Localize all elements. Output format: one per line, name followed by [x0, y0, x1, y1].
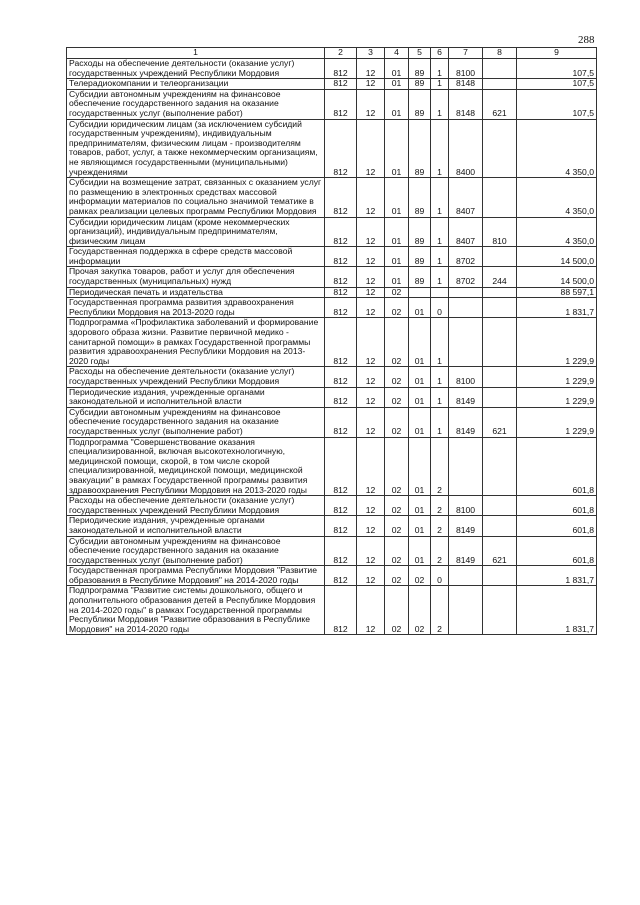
code-section: 12 — [357, 318, 385, 367]
code-expense-type — [483, 59, 517, 79]
code-admin: 812 — [325, 318, 357, 367]
amount: 4 350,0 — [517, 119, 597, 178]
code-subprogram: 1 — [431, 178, 449, 217]
code-subsection: 01 — [385, 267, 409, 287]
column-header: 5 — [409, 48, 431, 59]
code-program: 89 — [409, 89, 431, 119]
row-name: Субсидии автономным учреждениям на финансовое обеспечение государственного задания на оказание государственных услуг (выполнение работ) — [67, 89, 325, 119]
code-expense-type — [483, 178, 517, 217]
row-name: Субсидии юридическим лицам (кроме некоммерческих организаций), индивидуальным предпринимателям, физическим лицам — [67, 217, 325, 247]
code-article: 8407 — [449, 178, 483, 217]
code-subprogram: 1 — [431, 407, 449, 437]
code-admin: 812 — [325, 387, 357, 407]
row-name: Государственная поддержка в сфере средств массовой информации — [67, 247, 325, 267]
amount: 14 500,0 — [517, 267, 597, 287]
code-program: 02 — [409, 586, 431, 635]
code-admin: 812 — [325, 367, 357, 387]
code-program: 01 — [409, 496, 431, 516]
code-subsection: 02 — [385, 516, 409, 536]
code-program: 89 — [409, 178, 431, 217]
code-expense-type — [483, 298, 517, 318]
code-program — [409, 287, 431, 298]
amount: 4 350,0 — [517, 217, 597, 247]
code-expense-type — [483, 437, 517, 496]
code-subsection: 02 — [385, 407, 409, 437]
code-expense-type — [483, 496, 517, 516]
code-article: 8149 — [449, 536, 483, 566]
budget-table — [66, 47, 597, 635]
amount: 88 597,1 — [517, 287, 597, 298]
code-program: 01 — [409, 298, 431, 318]
row-name: Государственная программа развития здравоохранения Республики Мордовия на 2013-2020 годы — [67, 298, 325, 318]
code-admin: 812 — [325, 178, 357, 217]
code-expense-type — [483, 79, 517, 90]
code-subprogram: 1 — [431, 367, 449, 387]
code-section: 12 — [357, 298, 385, 318]
code-article: 8100 — [449, 367, 483, 387]
code-subprogram: 1 — [431, 247, 449, 267]
code-admin: 812 — [325, 298, 357, 318]
table-row — [67, 217, 597, 247]
code-subprogram: 1 — [431, 318, 449, 367]
code-subprogram — [431, 287, 449, 298]
code-subsection: 01 — [385, 119, 409, 178]
table-row — [67, 566, 597, 586]
code-subsection: 02 — [385, 586, 409, 635]
amount: 601,8 — [517, 496, 597, 516]
code-program: 01 — [409, 437, 431, 496]
code-section: 12 — [357, 79, 385, 90]
code-article: 8400 — [449, 119, 483, 178]
code-subsection: 01 — [385, 247, 409, 267]
amount: 107,5 — [517, 89, 597, 119]
code-section: 12 — [357, 59, 385, 79]
column-header: 1 — [67, 48, 325, 59]
amount: 1 831,7 — [517, 566, 597, 586]
table-row — [67, 287, 597, 298]
header-row — [67, 48, 597, 59]
row-name: Подпрограмма "Развитие системы дошкольного, общего и дополнительного образования детей в Республике Мордовия на 2014-2020 годы" в рамках Государственной программы Республики Мордовия "Развитие образования в Республике Мордовия" на 2014-2020 годы — [67, 586, 325, 635]
amount: 14 500,0 — [517, 247, 597, 267]
code-subsection: 02 — [385, 536, 409, 566]
table-row — [67, 407, 597, 437]
code-subprogram: 0 — [431, 566, 449, 586]
code-program: 89 — [409, 59, 431, 79]
code-section: 12 — [357, 536, 385, 566]
code-admin: 812 — [325, 287, 357, 298]
code-subsection: 01 — [385, 59, 409, 79]
code-expense-type: 810 — [483, 217, 517, 247]
code-section: 12 — [357, 119, 385, 178]
code-program: 89 — [409, 79, 431, 90]
code-article: 8100 — [449, 59, 483, 79]
code-expense-type: 621 — [483, 536, 517, 566]
code-subprogram: 1 — [431, 79, 449, 90]
table-row — [67, 79, 597, 90]
code-expense-type — [483, 247, 517, 267]
code-article: 8148 — [449, 89, 483, 119]
code-article — [449, 437, 483, 496]
code-subprogram: 2 — [431, 536, 449, 566]
code-expense-type — [483, 367, 517, 387]
code-section: 12 — [357, 437, 385, 496]
code-subsection: 01 — [385, 89, 409, 119]
code-subsection: 02 — [385, 387, 409, 407]
amount: 601,8 — [517, 437, 597, 496]
code-expense-type — [483, 287, 517, 298]
code-program: 01 — [409, 516, 431, 536]
code-subprogram: 0 — [431, 298, 449, 318]
code-article — [449, 287, 483, 298]
row-name: Подпрограмма "Совершенствование оказания специализированной, включая высокотехнологичную, медицинской помощи, скорой, в том числе скорой специализированной, медицинской помощи, медицинской эвакуации" в рамках Государственной программы развития здравоохранения Республики Мордовия на 2013-2020 годы — [67, 437, 325, 496]
row-name: Периодические издания, учрежденные органами законодательной и исполнительной власти — [67, 516, 325, 536]
column-header: 3 — [357, 48, 385, 59]
code-article: 8702 — [449, 267, 483, 287]
amount: 601,8 — [517, 516, 597, 536]
code-section: 12 — [357, 516, 385, 536]
row-name: Прочая закупка товаров, работ и услуг для обеспечения государственных (муниципальных) нужд — [67, 267, 325, 287]
code-expense-type — [483, 586, 517, 635]
code-expense-type — [483, 387, 517, 407]
code-section: 12 — [357, 566, 385, 586]
column-header: 7 — [449, 48, 483, 59]
row-name: Расходы на обеспечение деятельности (оказание услуг) государственных учреждений Республики Мордовия — [67, 59, 325, 79]
code-expense-type: 244 — [483, 267, 517, 287]
code-subprogram: 1 — [431, 59, 449, 79]
table-row — [67, 437, 597, 496]
table-row — [67, 247, 597, 267]
row-name: Субсидии на возмещение затрат, связанных с оказанием услуг по размещению в электронных средствах массовой информации материалов по социально значимой тематике в рамках реализации целевых программ Республики Мордовия — [67, 178, 325, 217]
code-expense-type: 621 — [483, 89, 517, 119]
code-section: 12 — [357, 367, 385, 387]
code-program: 89 — [409, 247, 431, 267]
amount: 601,8 — [517, 536, 597, 566]
code-admin: 812 — [325, 516, 357, 536]
table-row — [67, 267, 597, 287]
code-subsection: 02 — [385, 566, 409, 586]
amount: 107,5 — [517, 79, 597, 90]
code-subprogram: 2 — [431, 437, 449, 496]
code-program: 89 — [409, 267, 431, 287]
table-row — [67, 367, 597, 387]
code-program: 89 — [409, 119, 431, 178]
code-admin: 812 — [325, 536, 357, 566]
code-subprogram: 1 — [431, 217, 449, 247]
code-article — [449, 298, 483, 318]
code-article: 8100 — [449, 496, 483, 516]
row-name: Периодическая печать и издательства — [67, 287, 325, 298]
code-section: 12 — [357, 387, 385, 407]
code-section: 12 — [357, 217, 385, 247]
code-section: 12 — [357, 496, 385, 516]
code-subsection: 01 — [385, 79, 409, 90]
column-header: 8 — [483, 48, 517, 59]
row-name: Государственная программа Республики Мордовия "Развитие образования в Республике Мордовия" на 2014-2020 годы — [67, 566, 325, 586]
code-article: 8149 — [449, 407, 483, 437]
code-subsection: 02 — [385, 287, 409, 298]
code-expense-type — [483, 318, 517, 367]
row-name: Периодические издания, учрежденные органами законодательной и исполнительной власти — [67, 387, 325, 407]
code-subprogram: 1 — [431, 387, 449, 407]
code-expense-type — [483, 119, 517, 178]
code-subprogram: 1 — [431, 119, 449, 178]
code-program: 89 — [409, 217, 431, 247]
row-name: Расходы на обеспечение деятельности (оказание услуг) государственных учреждений Республики Мордовия — [67, 367, 325, 387]
column-header: 2 — [325, 48, 357, 59]
row-name: Субсидии автономным учреждениям на финансовое обеспечение государственного задания на оказание государственных услуг (выполнение работ) — [67, 407, 325, 437]
row-name: Субсидии автономным учреждениям на финансовое обеспечение государственного задания на оказание государственных услуг (выполнение работ) — [67, 536, 325, 566]
code-program: 01 — [409, 387, 431, 407]
code-article: 8702 — [449, 247, 483, 267]
table-row — [67, 178, 597, 217]
row-name: Расходы на обеспечение деятельности (оказание услуг) государственных учреждений Республики Мордовия — [67, 496, 325, 516]
code-program: 01 — [409, 318, 431, 367]
code-subprogram: 2 — [431, 516, 449, 536]
column-header: 6 — [431, 48, 449, 59]
code-subprogram: 2 — [431, 586, 449, 635]
amount: 1 229,9 — [517, 367, 597, 387]
table-row — [67, 318, 597, 367]
code-subsection: 02 — [385, 496, 409, 516]
code-section: 12 — [357, 247, 385, 267]
code-expense-type: 621 — [483, 407, 517, 437]
code-subsection: 01 — [385, 178, 409, 217]
code-section: 12 — [357, 407, 385, 437]
code-section: 12 — [357, 586, 385, 635]
page-number: 288 — [578, 34, 595, 46]
code-article: 8148 — [449, 79, 483, 90]
code-subprogram: 1 — [431, 89, 449, 119]
code-subsection: 01 — [385, 217, 409, 247]
code-program: 01 — [409, 367, 431, 387]
code-subsection: 02 — [385, 437, 409, 496]
table-row — [67, 516, 597, 536]
code-program: 02 — [409, 566, 431, 586]
code-subsection: 02 — [385, 298, 409, 318]
code-section: 12 — [357, 287, 385, 298]
code-admin: 812 — [325, 407, 357, 437]
code-article — [449, 566, 483, 586]
table-row — [67, 496, 597, 516]
code-admin: 812 — [325, 217, 357, 247]
row-name: Подпрограмма «Профилактика заболеваний и формирование здорового образа жизни. Развитие первичной медико - санитарной помощи» в рамках Государственной программы развития здравоохранения Республики Мордовия на 2013-2020 годы — [67, 318, 325, 367]
table-row — [67, 586, 597, 635]
column-header: 4 — [385, 48, 409, 59]
code-program: 01 — [409, 407, 431, 437]
code-article — [449, 318, 483, 367]
amount: 1 229,9 — [517, 407, 597, 437]
code-article: 8407 — [449, 217, 483, 247]
table-row — [67, 89, 597, 119]
row-name: Субсидии юридическим лицам (за исключением субсидий государственным учреждениям), индивидуальным предпринимателям, физическим лицам - производителям товаров, работ, услуг, а также некоммерческим организациям, не являющимся государственными (муниципальными) учреждениями — [67, 119, 325, 178]
table-row — [67, 59, 597, 79]
table-row — [67, 387, 597, 407]
table-row — [67, 119, 597, 178]
table-row — [67, 298, 597, 318]
code-subsection: 02 — [385, 318, 409, 367]
amount: 1 229,9 — [517, 387, 597, 407]
code-admin: 812 — [325, 89, 357, 119]
code-admin: 812 — [325, 247, 357, 267]
code-expense-type — [483, 516, 517, 536]
code-subsection: 02 — [385, 367, 409, 387]
row-name: Телерадиокомпании и телеорганизации — [67, 79, 325, 90]
amount: 1 831,7 — [517, 586, 597, 635]
amount: 1 229,9 — [517, 318, 597, 367]
code-subprogram: 2 — [431, 496, 449, 516]
code-admin: 812 — [325, 59, 357, 79]
code-section: 12 — [357, 267, 385, 287]
code-article: 8149 — [449, 387, 483, 407]
code-admin: 812 — [325, 79, 357, 90]
code-section: 12 — [357, 89, 385, 119]
code-admin: 812 — [325, 119, 357, 178]
code-article — [449, 586, 483, 635]
code-admin: 812 — [325, 566, 357, 586]
code-admin: 812 — [325, 437, 357, 496]
code-program: 01 — [409, 536, 431, 566]
code-admin: 812 — [325, 267, 357, 287]
code-admin: 812 — [325, 586, 357, 635]
amount: 4 350,0 — [517, 178, 597, 217]
code-section: 12 — [357, 178, 385, 217]
column-header: 9 — [517, 48, 597, 59]
code-admin: 812 — [325, 496, 357, 516]
code-subprogram: 1 — [431, 267, 449, 287]
code-article: 8149 — [449, 516, 483, 536]
table-row — [67, 536, 597, 566]
amount: 1 831,7 — [517, 298, 597, 318]
code-expense-type — [483, 566, 517, 586]
amount: 107,5 — [517, 59, 597, 79]
